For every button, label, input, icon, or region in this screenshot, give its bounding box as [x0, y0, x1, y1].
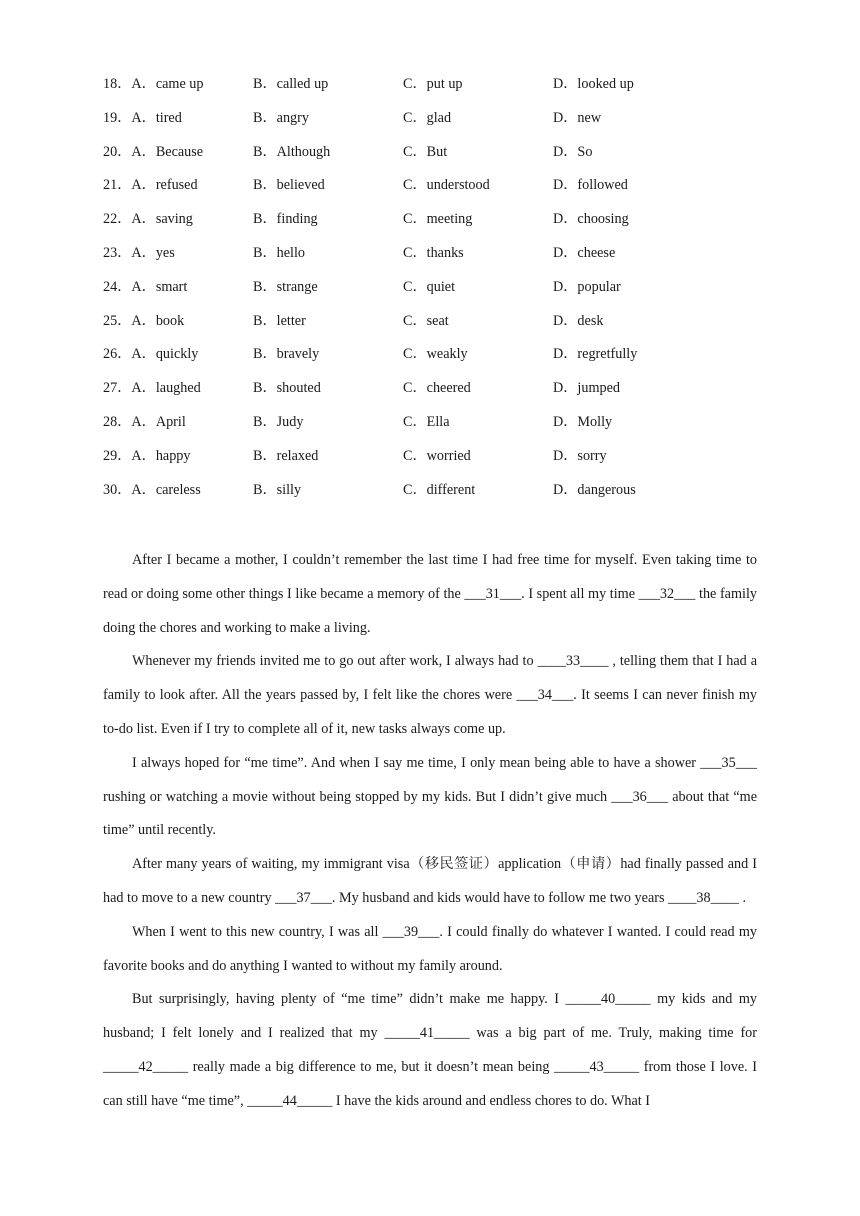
option-a-text: A．book	[131, 312, 185, 329]
option-a	[103, 277, 187, 297]
passage-paragraph: But surprisingly, having plenty of “me time” didn’t make me happy. I _____40_____ my kids and my husband; I felt lonely and I realized that my _____41_____ was a big part of me. Truly, making time for _____42_____ really made a big difference to me, but it doesn’t mean being _____43_____ from those I love. I can still have “me time”, _____44_____ I have the kids around and endless chores to do. What I	[103, 991, 757, 1109]
question-row	[103, 275, 763, 309]
multiple-choice-options	[103, 72, 763, 511]
question-row	[103, 106, 763, 140]
option-d: D．So	[553, 143, 593, 160]
option-d: D．Molly	[553, 413, 613, 430]
option-c: C．cheered	[403, 380, 471, 397]
option-c: C．Ella	[403, 413, 450, 430]
option-a-text: A．yes	[131, 244, 175, 261]
option-a-text: A．quickly	[131, 346, 199, 363]
question-number: 22．	[103, 211, 132, 228]
option-a	[103, 175, 198, 195]
option-c: C．glad	[403, 109, 452, 126]
question-number: 28．	[103, 413, 132, 430]
question-row	[103, 444, 763, 478]
option-c: C．thanks	[403, 244, 464, 261]
question-row	[103, 410, 763, 444]
passage-paragraph: After many years of waiting, my immigrant visa（移民签证）application（申请）had finally passed and I had to move to a new country ___37___. My husband and kids would have to follow me two years ____38____ .	[103, 856, 757, 906]
question-number: 23．	[103, 244, 132, 261]
option-a	[103, 209, 193, 229]
question-row	[103, 207, 763, 241]
option-b: B．Judy	[253, 413, 304, 430]
option-b: B．silly	[253, 481, 302, 498]
option-a	[103, 446, 191, 466]
question-number: 29．	[103, 447, 132, 464]
option-b: B．believed	[253, 177, 325, 194]
option-a	[103, 108, 182, 128]
option-b: B．relaxed	[253, 447, 319, 464]
question-number: 21．	[103, 177, 132, 194]
question-row	[103, 173, 763, 207]
passage-paragraph: When I went to this new country, I was all ___39___. I could finally do whatever I wanted. I could read my favorite books and do anything I wanted to without my family around.	[103, 923, 757, 974]
passage-paragraph: I always hoped for “me time”. And when I say me time, I only mean being able to have a shower ___35___ rushing or watching a movie without being stopped by my kids. But I didn’t give much ___36___ about that “me time” until recently.	[103, 754, 757, 839]
option-c: C．But	[403, 143, 448, 160]
option-c: C．understood	[403, 177, 490, 194]
option-b: B．Although	[253, 143, 331, 160]
option-a-text: A．tired	[131, 109, 182, 126]
option-d: D．sorry	[553, 447, 607, 464]
option-a-text: A．laughed	[131, 380, 201, 397]
option-b: B．strange	[253, 278, 318, 295]
question-number: 20．	[103, 143, 132, 160]
cloze-passage	[103, 544, 757, 1119]
option-c: C．weakly	[403, 346, 468, 363]
option-b: B．shouted	[253, 380, 321, 397]
option-a	[103, 311, 184, 331]
question-row	[103, 72, 763, 106]
option-b: B．hello	[253, 244, 306, 261]
option-b: B．finding	[253, 211, 318, 228]
question-row	[103, 376, 763, 410]
question-row	[103, 140, 763, 174]
option-b: B．called up	[253, 76, 329, 92]
question-row	[103, 309, 763, 343]
option-a-text: A．smart	[131, 278, 188, 295]
option-d: D．desk	[553, 312, 604, 329]
option-d: D．looked up	[553, 76, 634, 92]
option-d: D．choosing	[553, 211, 629, 228]
option-d: D．regretfully	[553, 346, 638, 363]
option-d: D．new	[553, 109, 602, 126]
question-row	[103, 342, 763, 376]
question-number: 25．	[103, 312, 132, 329]
option-c: C．quiet	[403, 278, 456, 295]
option-a-text: A．came up	[131, 76, 204, 92]
option-a-text: A．Because	[131, 143, 204, 160]
option-c: C．different	[403, 481, 476, 498]
option-a	[103, 74, 204, 94]
option-c: C．worried	[403, 447, 471, 464]
option-a-text: A．saving	[131, 211, 193, 228]
option-d: D．followed	[553, 177, 628, 194]
passage-paragraph: Whenever my friends invited me to go out after work, I always had to ____33____ , telling them that I had a family to look after. All the years passed by, I felt like the chores were ___34___. It seems I can never finish my to-do list. Even if I try to complete all of it, new tasks always come up.	[103, 653, 757, 737]
option-d: D．cheese	[553, 244, 616, 261]
question-number: 24．	[103, 278, 132, 295]
passage-paragraph: After I became a mother, I couldn’t remember the last time I had free time for myself. Even taking time to read or doing some other things I like became a memory of the ___31___. I spent all my time ___32___ the family doing the chores and working to make a living.	[103, 552, 757, 636]
question-row	[103, 241, 763, 275]
option-c: C．put up	[403, 76, 463, 92]
option-b: B．bravely	[253, 346, 320, 363]
option-d: D．dangerous	[553, 481, 636, 498]
option-a	[103, 142, 203, 162]
option-c: C．meeting	[403, 211, 473, 228]
option-d: D．jumped	[553, 380, 620, 397]
option-a-text: A．refused	[131, 177, 198, 194]
option-c: C．seat	[403, 312, 449, 329]
option-a	[103, 480, 201, 500]
option-a	[103, 243, 175, 263]
option-a	[103, 378, 201, 398]
option-a-text: A．happy	[131, 447, 191, 464]
option-a-text: A．April	[131, 413, 186, 430]
option-d: D．popular	[553, 278, 621, 295]
question-number: 18．	[103, 76, 132, 92]
question-number: 19．	[103, 109, 132, 126]
option-b: B．letter	[253, 312, 306, 329]
option-a	[103, 412, 186, 432]
question-number: 27．	[103, 380, 132, 397]
option-b: B．angry	[253, 109, 309, 126]
question-number: 30．	[103, 481, 132, 498]
option-a-text: A．careless	[131, 481, 201, 498]
question-number: 26．	[103, 346, 132, 363]
question-row	[103, 478, 763, 512]
option-a	[103, 344, 198, 364]
